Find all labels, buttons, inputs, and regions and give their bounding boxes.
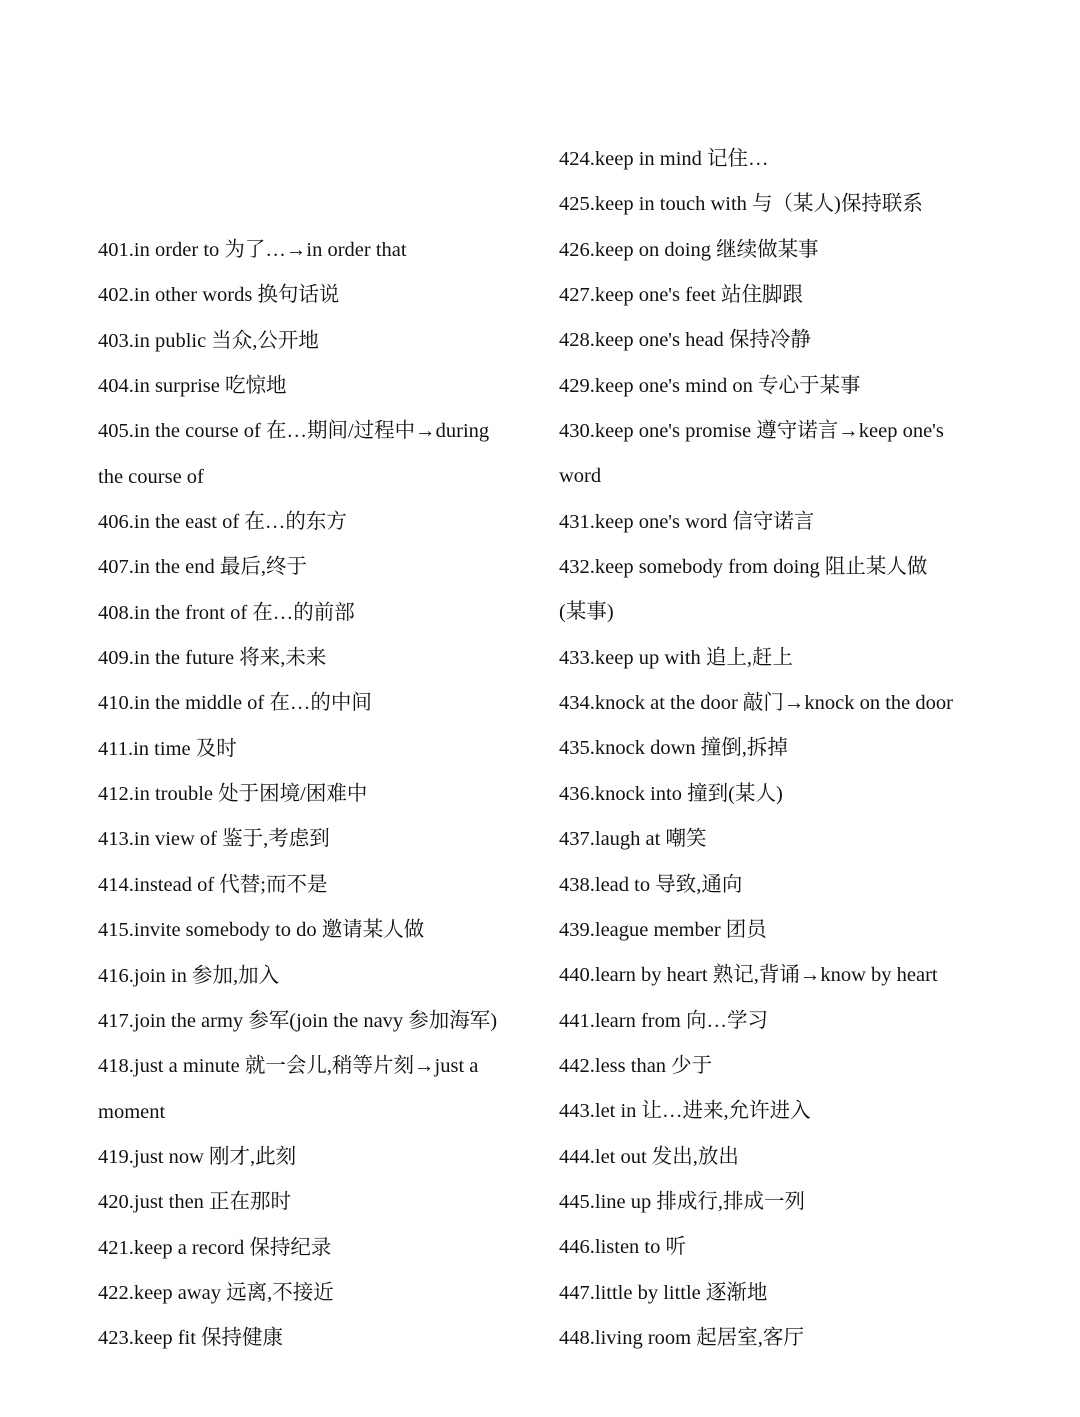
phrase-line: 422.keep away 远离,不接近	[98, 1281, 334, 1304]
phrase-line: 403.in public 当众,公开地	[98, 329, 319, 352]
phrase-line: 435.knock down 撞倒,拆掉	[559, 737, 788, 760]
phrase-line: 437.laugh at 嘲笑	[559, 828, 707, 851]
phrase-line: 447.little by little 逐渐地	[559, 1281, 768, 1304]
phrase-line: 409.in the future 将来,未来	[98, 647, 327, 670]
phrase-line: 416.join in 参加,加入	[98, 964, 280, 987]
phrase-line: 431.keep one's word 信守诺言	[559, 510, 815, 533]
phrase-line: 401.in order to 为了…→in order that	[98, 239, 407, 261]
phrase-line: 436.knock into 撞到(某人)	[559, 782, 783, 805]
phrase-line: 441.learn from 向…学习	[559, 1009, 768, 1032]
phrase-line: 445.line up 排成行,排成一列	[559, 1190, 805, 1213]
phrase-line: 442.less than 少于	[559, 1054, 713, 1077]
phrase-line: 402.in other words 换句话说	[98, 284, 340, 307]
phrase-line: 440.learn by heart 熟记,背诵→know by heart	[559, 964, 938, 987]
phrase-line: 434.knock at the door 敲门→knock on the door	[559, 692, 953, 715]
phrase-line: 446.listen to 听	[559, 1236, 686, 1259]
left-column	[98, 228, 538, 1362]
phrase-line: 421.keep a record 保持纪录	[98, 1236, 332, 1259]
phrase-line: word	[559, 465, 602, 488]
phrase-line: 439.league member 团员	[559, 918, 767, 941]
phrase-line: 404.in surprise 吃惊地	[98, 375, 287, 398]
phrase-line: 444.let out 发出,放出	[559, 1145, 739, 1168]
phrase-line: the course of	[98, 465, 204, 488]
phrase-line: (某事)	[559, 601, 614, 624]
phrase-line: moment	[98, 1100, 166, 1123]
phrase-line: 405.in the course of 在…期间/过程中→during	[98, 420, 490, 443]
phrase-line: 427.keep one's feet 站住脚跟	[559, 284, 803, 307]
phrase-line: 430.keep one's promise 遵守诺言→keep one's	[559, 420, 944, 443]
phrase-line: 418.just a minute 就一会儿,稍等片刻→just a	[98, 1055, 479, 1078]
phrase-line: 425.keep in touch with 与（某人)保持联系	[559, 193, 923, 216]
right-column	[559, 137, 999, 1361]
phrase-line: 410.in the middle of 在…的中间	[98, 692, 372, 715]
phrase-line: 419.just now 刚才,此刻	[98, 1145, 297, 1168]
phrase-line: 420.just then 正在那时	[98, 1191, 292, 1214]
phrase-line: 423.keep fit 保持健康	[98, 1327, 284, 1350]
phrase-line: 432.keep somebody from doing 阻止某人做	[559, 556, 928, 579]
phrase-line: 415.invite somebody to do 邀请某人做	[98, 919, 425, 942]
phrase-line: 438.lead to 导致,通向	[559, 873, 743, 896]
phrase-line: 448.living room 起居室,客厅	[559, 1326, 804, 1349]
phrase-line: 408.in the front of 在…的前部	[98, 601, 355, 624]
phrase-line: 412.in trouble 处于困境/困难中	[98, 783, 368, 806]
phrase-line: 429.keep one's mind on 专心于某事	[559, 374, 861, 397]
phrase-line: 406.in the east of 在…的东方	[98, 511, 347, 534]
phrase-line: 433.keep up with 追上,赶上	[559, 646, 794, 669]
phrase-line: 417.join the army 参军(join the navy 参加海军)	[98, 1009, 498, 1032]
phrase-line: 428.keep one's head 保持冷静	[559, 329, 811, 352]
phrase-line: 413.in view of 鉴于,考虑到	[98, 828, 330, 851]
phrase-line: 426.keep on doing 继续做某事	[559, 238, 819, 261]
phrase-line: 424.keep in mind 记住…	[559, 148, 769, 170]
phrase-line: 407.in the end 最后,终于	[98, 556, 307, 579]
phrase-line: 443.let in 让…进来,允许进入	[559, 1100, 811, 1123]
phrase-line: 411.in time 及时	[98, 737, 237, 760]
phrase-line: 414.instead of 代替;而不是	[98, 873, 328, 896]
